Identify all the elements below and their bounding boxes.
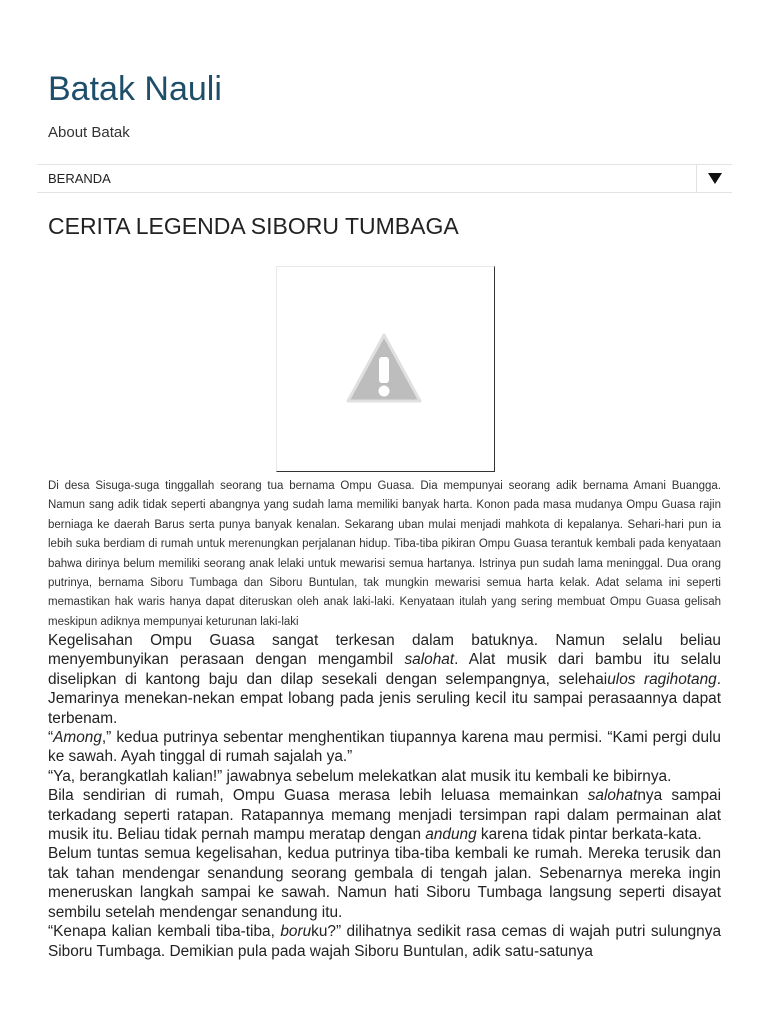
paragraph: “Among,” kedua putrinya sebentar menghentikan tiupannya karena mau permisi. “Kami pergi dulu ke sawah. Ayah tinggal di rumah sajalah ya.” [48,729,721,766]
post-intro: Di desa Sisuga-suga tinggallah seorang tua bernama Ompu Guasa. Dia mempunyai seorang adik bernama Amani Buangga. Namun sang adik tidak seperti abangnya yang sudah lama memiliki banyak harta. Konon pada masa mudanya Ompu Guasa rajin berniaga ke daerah Barus serta punya banyak kenalan. Sekarang uban mulai menjadi mahkota di kepalanya. Sehari-hari pun ia lebih suka berdiam di rumah untuk merenungkan perjalanan hidup. Tiba-tiba pikiran Ompu Guasa terantuk kembali pada kenyataan bahwa dirinya belum memiliki seorang anak lelaki untuk mewarisi semua hartanya. Istrinya pun sudah lama meninggal. Dua orang putrinya, bernama Siboru Tumbaga dan Siboru Buntulan, tak mungkin mewarisi semua harta kelak. Adat selama ini seperti memastikan hak waris hanya dapat diteruskan oleh anak laki-laki. Kenyataan itulah yang sering membuat Ompu Guasa gelisah meskipun adiknya mempunyai keturunan laki-laki [48,480,721,628]
post-image-placeholder [276,266,495,472]
menu-toggle-button[interactable] [696,165,732,192]
site-title[interactable]: Batak Nauli [48,70,222,108]
paragraph: Bila sendirian di rumah, Ompu Guasa merasa lebih leluasa memainkan salohatnya sampai terkadang seperti ratapan. Ratapannya memang menjadi tersimpan rapi dalam permainan alat musik itu. Beliau tidak pernah mampu meratap dengan andung karena tidak pintar berkata-kata. [48,787,721,844]
paragraph: Belum tuntas semua kegelisahan, kedua putrinya tiba-tiba kembali ke rumah. Mereka terusik dan tak tahan mendengar senandung seorang gembala di tengah jalan. Sebenarnya mereka ingin meneruskan langkah sampai ke sawah. Namun hati Siboru Tumbaga langsung seperti disayat sembilu setelah mendengar senandung itu. [48,845,721,921]
post-title: CERITA LEGENDA SIBORU TUMBAGA [48,213,459,239]
triangle-down-icon [708,173,722,184]
paragraph: “Ya, berangkatlah kalian!” jawabnya sebelum melekatkan alat musik itu kembali ke bibirnya. [48,767,672,785]
nav-item-beranda[interactable]: BERANDA [48,171,111,186]
paragraph: “Kenapa kalian kembali tiba-tiba, boruku?” dilihatnya sedikit rasa cemas di wajah putri sulungnya Siboru Tumbaga. Demikian pula pada wajah Siboru Buntulan, adik satu-satunya [48,923,721,960]
warning-icon [344,331,424,407]
post-body [48,631,721,961]
paragraph: Kegelisahan Ompu Guasa sangat terkesan dalam batuknya. Namun selalu beliau menyembunyikan perasaan dengan mengambil salohat. Alat musik dari bambu itu selalu diselipkan di kantong baju dan dilap sesekali dengan selempangnya, selehaiulos ragihotang. Jemarinya menekan-nekan empat lobang pada jenis seruling kecil itu sampai perasaannya dapat terbenam. [48,632,722,727]
site-description: About Batak [48,124,130,141]
nav-bar [37,164,732,193]
